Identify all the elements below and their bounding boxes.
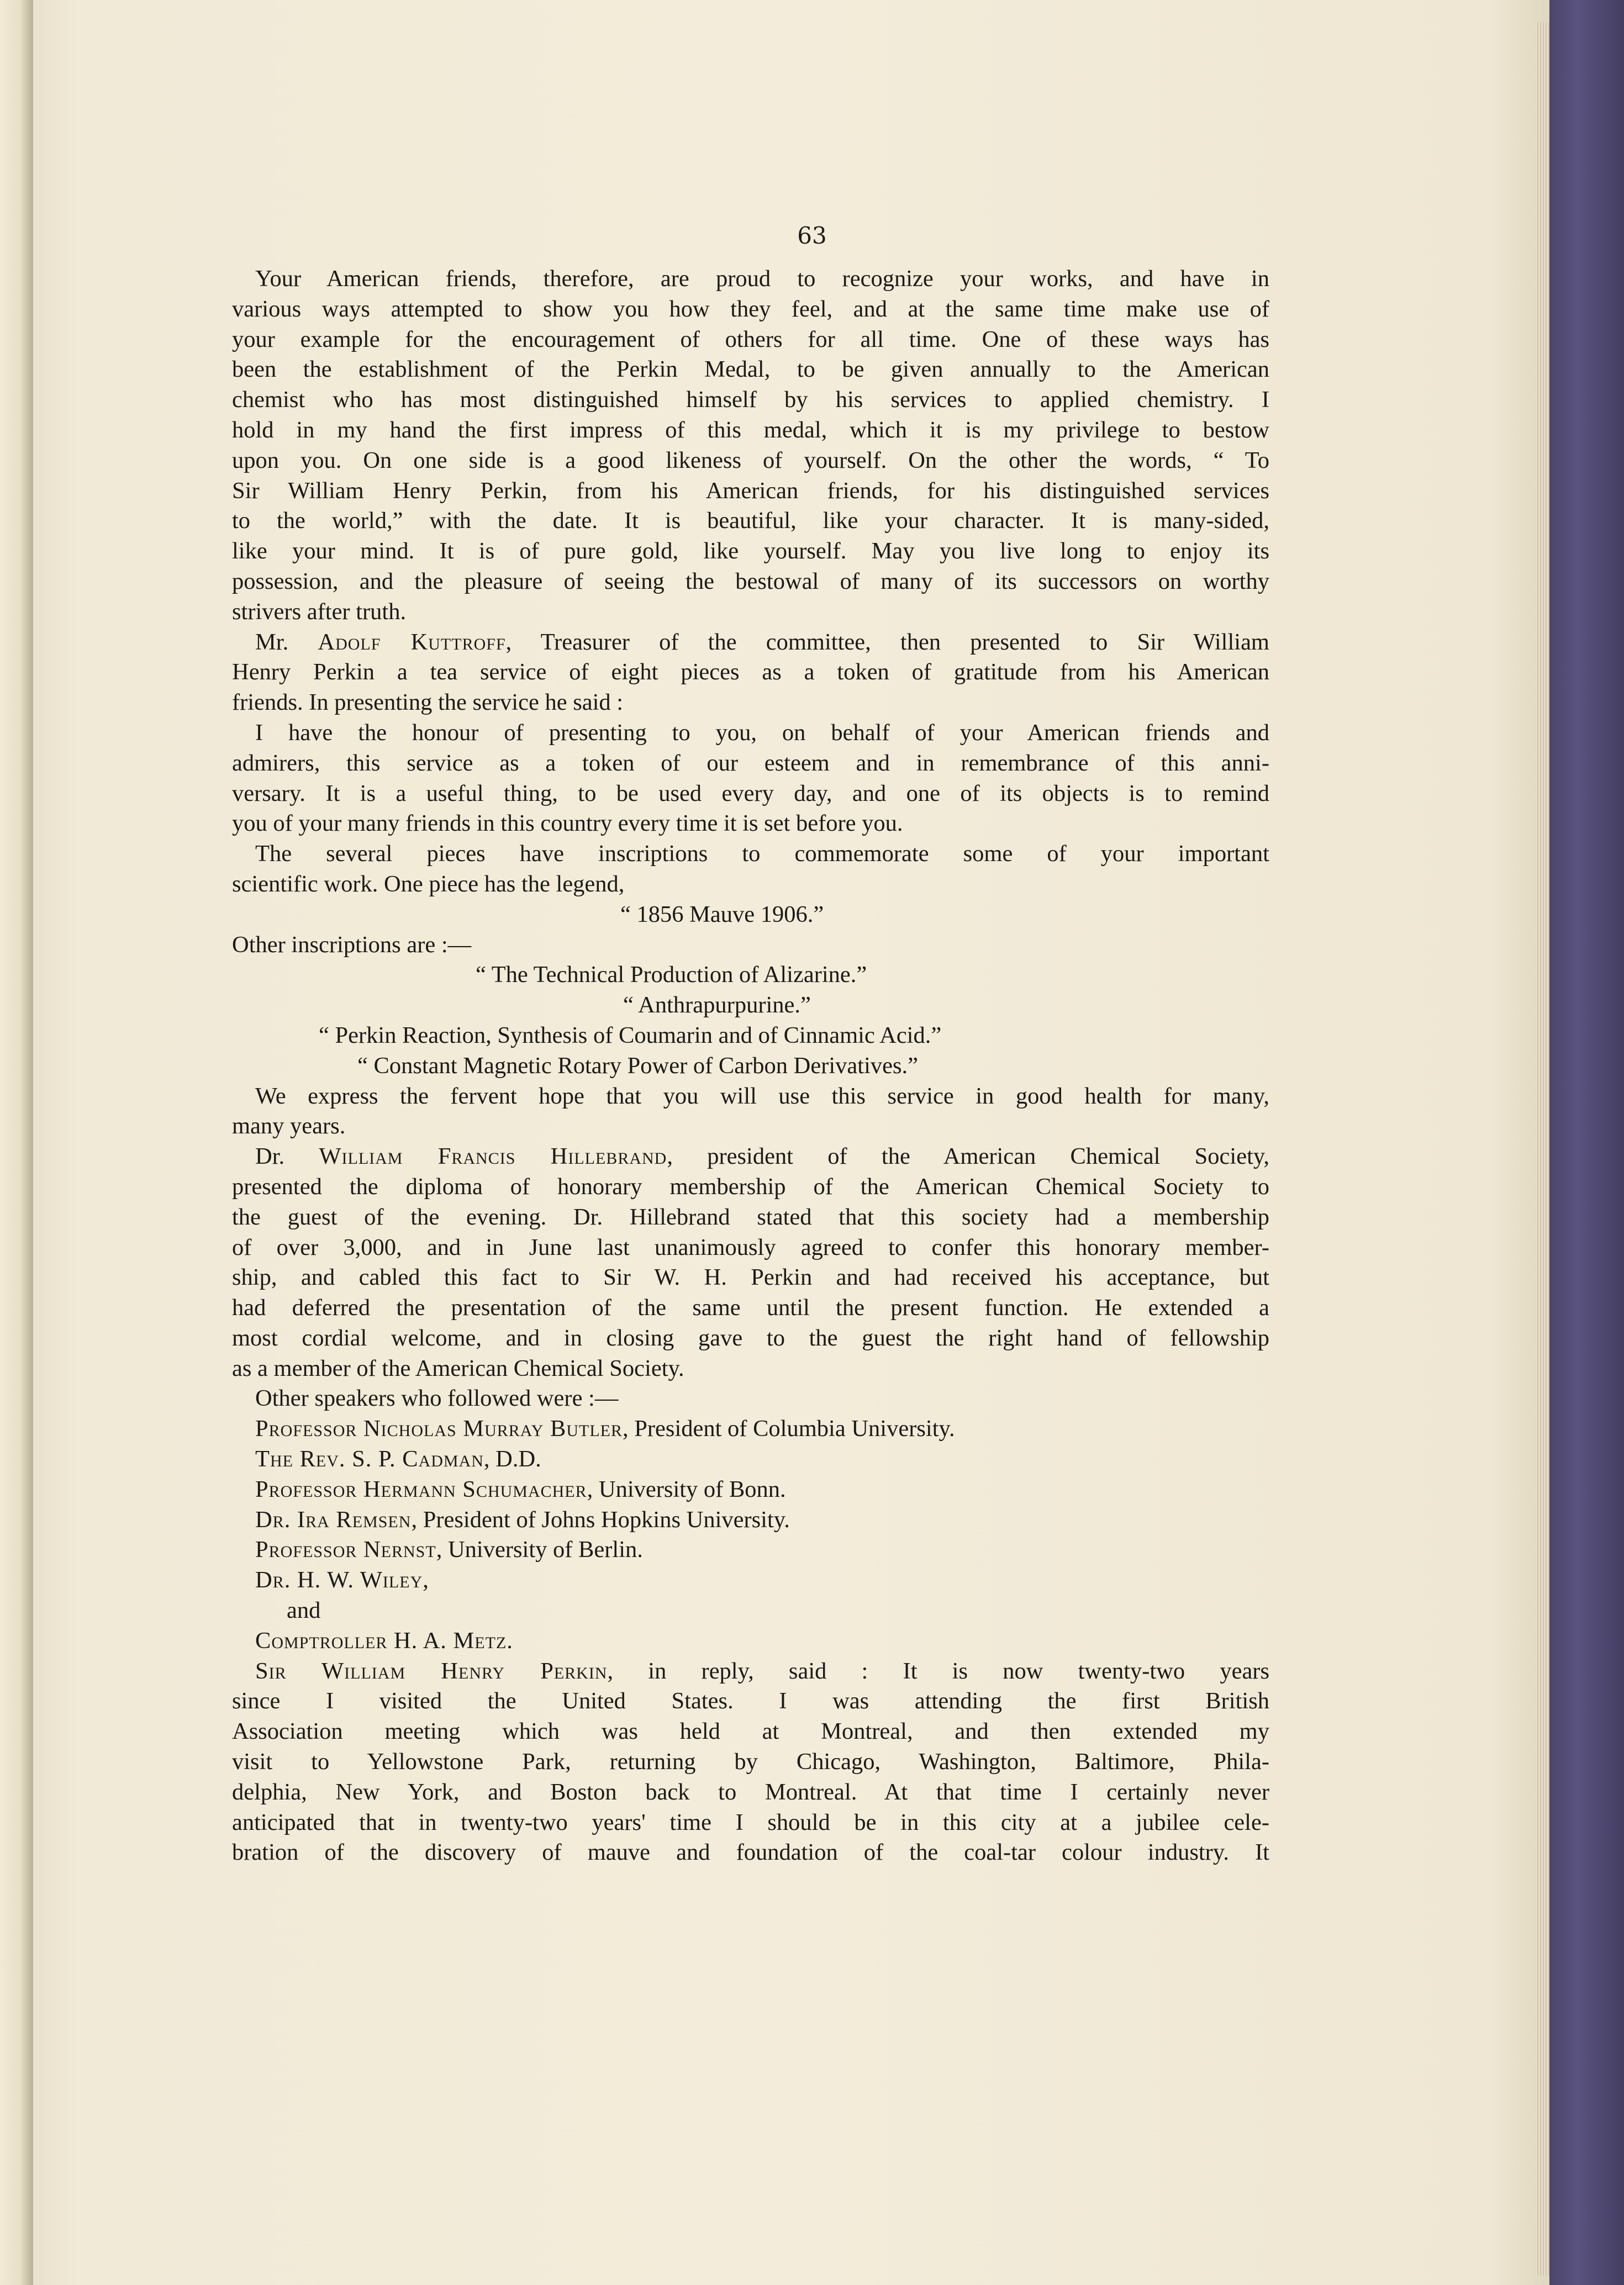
speaker-name: William Francis Hillebrand [319,1143,667,1170]
text-line: Association meeting which was held at Montreal, and then extended my [232,1718,1269,1745]
text-line: bration of the discovery of mauve and foundation of the coal-tar colour industry. It [232,1839,1269,1866]
text-line: as a member of the American Chemical Society. [232,1355,684,1381]
text-line [232,1142,1269,1172]
text-line: We express the fervent hope that you will use this service in good health for many, [255,1083,1269,1109]
text-line: since I visited the United States. I was attending the first British [232,1688,1269,1714]
text-fragment: , [423,1567,429,1593]
text-line: chemist who has most distinguished himself by his services to applied chemistry. I [232,387,1269,413]
page-number: 63 [797,222,827,249]
text-line: like your mind. It is of pure gold, like yourself. May you live long to enjoy its [232,538,1269,564]
text-line: visit to Yellowstone Park, returning by Chicago, Washington, Baltimore, Phila- [232,1749,1269,1775]
perkin-medal-paragraph [232,264,1269,627]
speaker-line [232,1505,1269,1535]
text-fragment: , University of Bonn. [587,1476,786,1502]
speaker-name: The Rev. S. P. Cadman [255,1446,484,1473]
inscription-line: “ The Technical Production of Alizarine.” [476,962,867,988]
text-line [232,627,1269,658]
text-line: most cordial welcome, and in closing gave to the guest the right hand of fellowship [232,1324,1269,1351]
text-line: strivers after truth. [232,598,407,625]
text-line: versary. It is a useful thing, to be used every day, and one of its objects is to remind [232,780,1269,806]
kuttroff-paragraph [232,627,1269,718]
text-fragment: , in reply, said : It is now twenty-two years [607,1658,1269,1684]
text-line: delphia, New York, and Boston back to Montreal. At that time I certainly never [232,1779,1269,1805]
kuttroff-speech [232,718,1269,1142]
text-line: Your American friends, therefore, are proud to recognize your works, and have in [255,266,1269,292]
text-line: Henry Perkin a tea service of eight pieces as a token of gratitude from his American [232,659,1269,685]
text-line: Other speakers who followed were :— [255,1385,619,1412]
legend-line: “ 1856 Mauve 1906.” [620,901,824,927]
text-line: upon you. On one side is a good likeness of yourself. On the other the words, “ To [232,447,1269,473]
text-line: to the world,” with the date. It is beautiful, like your character. It is many-sided, [232,508,1269,534]
text-line: the guest of the evening. Dr. Hillebrand stated that this society had a membership [232,1204,1269,1230]
text-line: ship, and cabled this fact to Sir W. H. Perkin and had received his acceptance, but [232,1264,1269,1291]
speaker-line [232,1444,1269,1475]
text-fragment: , D.D. [483,1446,541,1473]
text-fragment: , Treasurer of the committee, then presented to Sir William [505,629,1269,655]
hillebrand-paragraph [232,1142,1269,1384]
speaker-name: Dr. Ira Remsen [255,1506,412,1533]
speaker-line [232,1414,1269,1444]
speaker-name: Professor Hermann Schumacher [255,1476,587,1502]
and-line: and [287,1597,321,1624]
text-line: many years. [232,1113,346,1139]
text-fragment: , president of the American Chemical Society, [667,1143,1269,1170]
text-line: various ways attempted to show you how they feel, and at the same time make use of [232,295,1269,322]
speaker-prefix: Dr. [255,1143,319,1170]
text-line: been the establishment of the Perkin Medal, to be given annually to the American [232,356,1269,383]
inscription-line: “ Anthrapurpurine.” [623,992,811,1019]
inscription-line: “ Perkin Reaction, Synthesis of Coumarin and of Cinnamic Acid.” [319,1022,942,1048]
text-line: you of your many friends in this country every time it is set before you. [232,810,903,837]
speaker-line [232,1565,1269,1596]
speaker-line [232,1535,1269,1565]
speaker-name: Sir William Henry Perkin [255,1658,608,1684]
speaker-name: Adolf Kuttroff [318,629,506,655]
book-cover-right [1547,0,1624,2285]
text-fragment: , President of Johns Hopkins University. [411,1506,790,1533]
text-fragment: . [507,1627,513,1654]
perkin-reply-paragraph [232,1656,1269,1869]
speaker-name: Professor Nicholas Murray Butler [255,1416,623,1442]
text-line: your example for the encouragement of others for all time. One of these ways has [232,326,1269,352]
speaker-line [232,1626,1269,1656]
text-fragment: , University of Berlin. [436,1537,643,1563]
text-line: anticipated that in twenty-two years' time I should be in this city at a jubilee cele- [232,1809,1269,1835]
speaker-prefix: Mr. [255,629,318,655]
inscription-line: “ Constant Magnetic Rotary Power of Carbon Derivatives.” [357,1052,919,1079]
text-line: hold in my hand the first impress of this medal, which it is my privilege to bestow [232,416,1269,443]
text-line: friends. In presenting the service he said : [232,689,624,716]
text-line: Other inscriptions are :— [232,931,472,958]
text-line: scientific work. One piece has the legend, [232,870,625,897]
book-gutter-left [0,0,33,2285]
speaker-name: Comptroller H. A. Metz [255,1627,507,1654]
body-text [232,264,1269,1868]
text-line: possession, and the pleasure of seeing the bestowal of many of its successors on worthy [232,568,1269,594]
text-line: of over 3,000, and in June last unanimously agreed to confer this honorary member- [232,1234,1269,1260]
speakers-list [232,1384,1269,1656]
speaker-line [232,1475,1269,1505]
text-line: had deferred the presentation of the same until the present function. He extended a [232,1295,1269,1321]
speaker-name: Professor Nernst [255,1537,436,1563]
text-line: The several pieces have inscriptions to commemorate some of your important [255,841,1269,867]
text-line: Sir William Henry Perkin, from his American friends, for his distinguished services [232,477,1269,504]
text-line: I have the honour of presenting to you, on behalf of your American friends and [255,719,1269,746]
text-line: presented the diploma of honorary membership of the American Chemical Society to [232,1173,1269,1200]
text-fragment: , President of Columbia University. [623,1416,955,1442]
speaker-name: Dr. H. W. Wiley [255,1567,423,1593]
text-line: admirers, this service as a token of our esteem and in remembrance of this anni- [232,750,1269,776]
text-line [232,1656,1269,1687]
page-edges [1536,22,1549,2276]
